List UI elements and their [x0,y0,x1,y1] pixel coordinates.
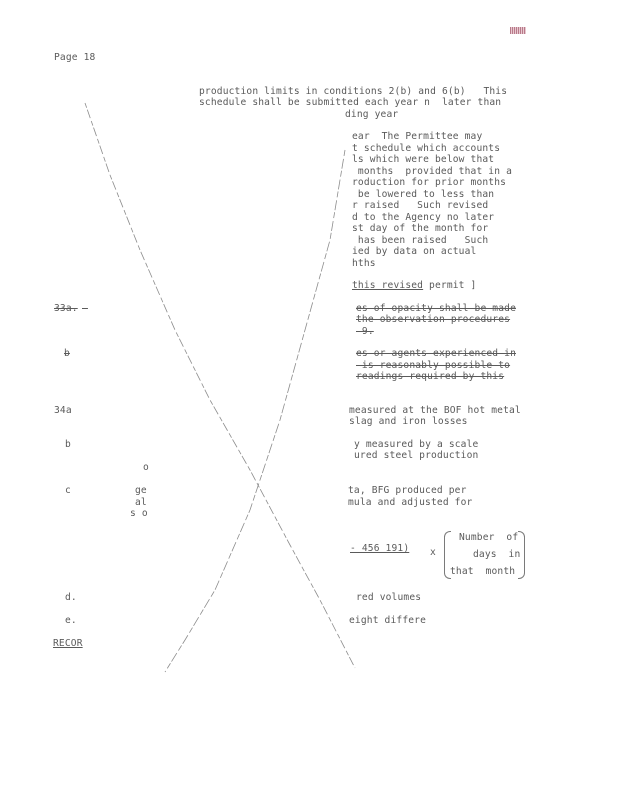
formula-times: x [430,547,436,558]
item-33a-line: 9. [356,326,374,337]
item-c-label: c [65,485,71,496]
formula-top: Number of [459,532,519,543]
right-block-line: ls which were below that [352,154,495,165]
item-b1-label: b [64,348,70,359]
right-block-line: d to the Agency no later [352,212,495,223]
right-block-line: ied by data on actual [352,246,477,257]
right-block-line: t schedule which accounts [352,143,501,154]
right-block-line: hths [352,258,376,269]
right-block-line: r raised Such revised [352,200,489,211]
right-block-line: be lowered to less than [352,189,495,200]
page-label: Page 18 [54,52,96,63]
stroke-right-diagonal [165,150,345,672]
item-33a-label: 33a. [54,303,78,314]
item-b2-line: ured steel production [354,450,479,461]
paragraph-line: schedule shall be submitted each year n later than [199,97,502,108]
item-b2-fragment: o [143,462,149,473]
item-33a-line: the observation procedures [356,314,511,325]
item-c-fragment: ge [135,485,147,496]
item-b2-line: y measured by a scale [354,439,479,450]
right-block-line: ear The Permittee may [352,131,483,142]
item-c-line: mula and adjusted for [348,497,473,508]
item-34a-label: 34a [54,405,72,416]
item-d-label: d. [65,592,77,603]
item-33a-line: es of opacity shall be made [356,303,516,314]
item-b1-line: is reasonably possible to [356,360,511,371]
item-c-fragment: s o [130,508,148,519]
formula-mid: days in [473,549,521,560]
right-block-line: roduction for prior months [352,177,507,188]
formula-left-text: - 456 191) [350,543,410,554]
right-block-line: st day of the month for [352,223,489,234]
item-b2-label: b [65,439,71,450]
item-c-line: ta, BFG produced per [348,485,467,496]
right-block-line: months provided that in a [352,166,512,177]
paragraph-line: production limits in conditions 2(b) and 6(b) This [199,86,508,97]
footer-label: RECOR [53,638,83,649]
item-e-label: e. [65,615,77,626]
item-d-text: red volumes [356,592,422,603]
formula-left [350,543,409,555]
item-34a-line: slag and iron losses [349,416,468,427]
right-block-line: has been raised Such [352,235,489,246]
stroke-left-diagonal [85,103,355,668]
item-c-fragment: al [135,497,147,508]
item-34a-line: measured at the BOF hot metal [349,405,521,416]
item-e-text: eight differe [349,615,427,626]
revised-rest: permit ] [423,280,477,291]
revised-underlined: this revised [352,280,424,291]
formula-bottom: that month [450,566,516,577]
item-b1-line: es or agents experienced in [356,348,516,359]
item-b1-line: readings required by this [356,371,505,382]
paragraph-line: ding year [345,109,399,120]
revised-permit-line [352,280,476,292]
